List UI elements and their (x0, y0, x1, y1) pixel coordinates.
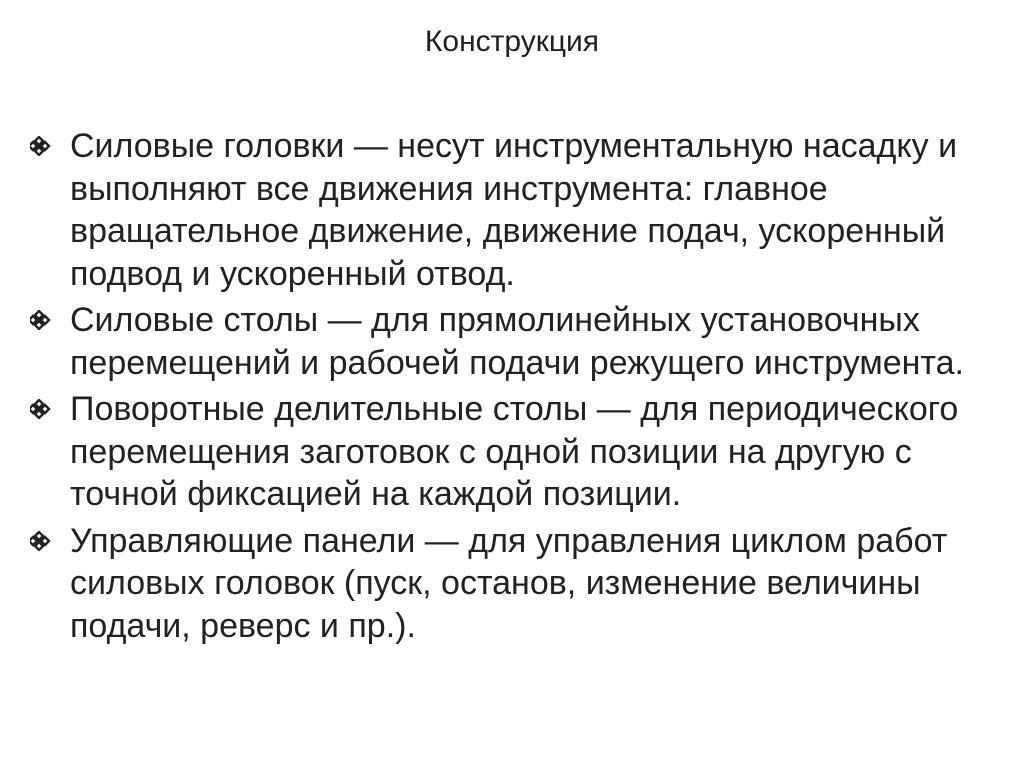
bullet-list (30, 125, 1005, 651)
bullet-item (30, 299, 1005, 384)
four-diamond-bullet-icon (30, 136, 64, 156)
slide-title: Конструкция (424, 25, 600, 58)
bullet-item (30, 125, 1005, 295)
bullet-item (30, 388, 1005, 516)
bullet-text: Поворотные делительные столы — для периодического перемещения заготовок с одной позиции на другую с точной фиксацией на каждой позиции. (70, 390, 959, 513)
bullet-text: Силовые столы — для прямолинейных установочных перемещений и рабочей подачи режущего инструмента. (70, 301, 964, 382)
four-diamond-bullet-icon (30, 399, 64, 419)
bullet-text: Силовые головки — несут инструментальную насадку и выполняют все движения инструмента: главное вращательное движение, движение подач, ускоренный подвод и ускоренный отвод. (70, 127, 958, 293)
four-diamond-bullet-icon (30, 310, 64, 330)
bullet-item (30, 520, 1005, 648)
four-diamond-bullet-icon (30, 531, 64, 551)
bullet-text: Управляющие панели — для управления циклом работ силовых головок (пуск, останов, изменение величины подачи, реверс и пр.). (70, 521, 948, 645)
